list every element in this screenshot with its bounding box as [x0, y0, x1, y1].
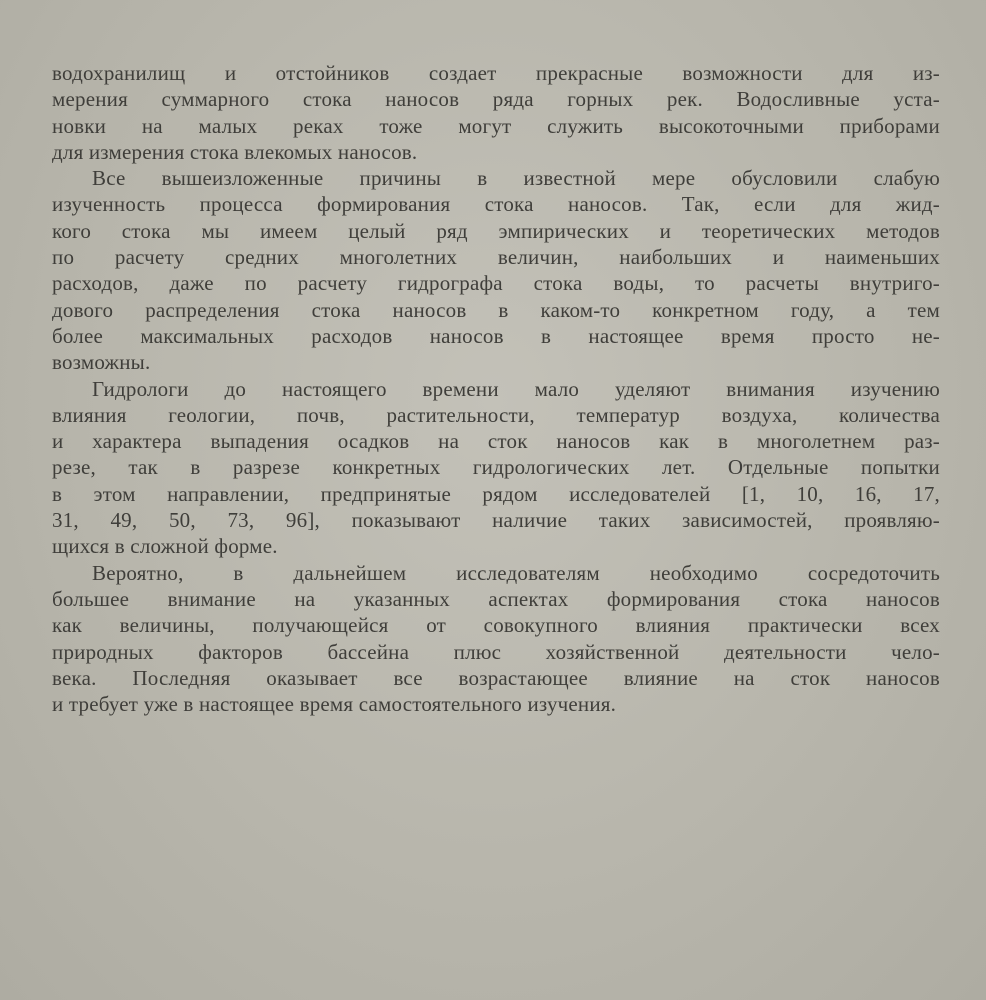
text-line: века. Последняя оказывает все возрастающее влияние на сток наносов — [52, 665, 940, 690]
paragraph-3 — [52, 376, 940, 560]
text-line: по расчету средних многолетних величин, наибольших и наименьших — [52, 245, 940, 270]
text-line: щихся в сложной форме. — [52, 534, 278, 559]
text-line: в этом направлении, предпринятые рядом исследователей [1, 10, 16, 17, — [52, 481, 940, 506]
text-line: и характера выпадения осадков на сток наносов как в многолетнем раз- — [52, 429, 940, 454]
text-line: Гидрологи до настоящего времени мало уделяют внимания изучению — [92, 376, 940, 401]
text-line: возможны. — [52, 350, 151, 375]
text-line: большее внимание на указанных аспектах формирования стока наносов — [52, 586, 940, 611]
paragraph-1 — [52, 60, 940, 165]
text-line: расходов, даже по расчету гидрографа стока воды, то расчеты внутриго- — [52, 271, 940, 296]
text-line: резе, так в разрезе конкретных гидрологических лет. Отдельные попытки — [52, 455, 940, 480]
text-line: более максимальных расходов наносов в настоящее время просто не- — [52, 323, 940, 348]
text-line: Вероятно, в дальнейшем исследователям необходимо сосредоточить — [92, 560, 940, 585]
text-line: водохранилищ и отстойников создает прекрасные возможности для из- — [52, 61, 940, 85]
text-line: влияния геологии, почв, растительности, температур воздуха, количества — [52, 402, 940, 427]
paragraph-2 — [52, 165, 940, 375]
text-line: для измерения стока влекомых наносов. — [52, 139, 418, 164]
text-line: дового распределения стока наносов в каком-то конкретном году, а тем — [52, 297, 940, 322]
text-line: мерения суммарного стока наносов ряда горных рек. Водосливные уста- — [52, 87, 940, 112]
text-line: Все вышеизложенные причины в известной мере обусловили слабую — [92, 166, 940, 191]
text-line: новки на малых реках тоже могут служить высокоточными приборами — [52, 113, 940, 138]
text-line: изученность процесса формирования стока наносов. Так, если для жид- — [52, 192, 940, 217]
page-text — [52, 60, 940, 717]
paragraph-4 — [52, 560, 940, 718]
text-line: природных факторов бассейна плюс хозяйственной деятельности чело- — [52, 639, 940, 664]
text-line: как величины, получающейся от совокупного влияния практически всех — [52, 613, 940, 638]
text-line: 31, 49, 50, 73, 96], показывают наличие таких зависимостей, проявляю- — [52, 508, 940, 533]
text-line: и требует уже в настоящее время самостоятельного изучения. — [52, 692, 617, 717]
text-line: кого стока мы имеем целый ряд эмпирических и теоретических методов — [52, 218, 940, 243]
